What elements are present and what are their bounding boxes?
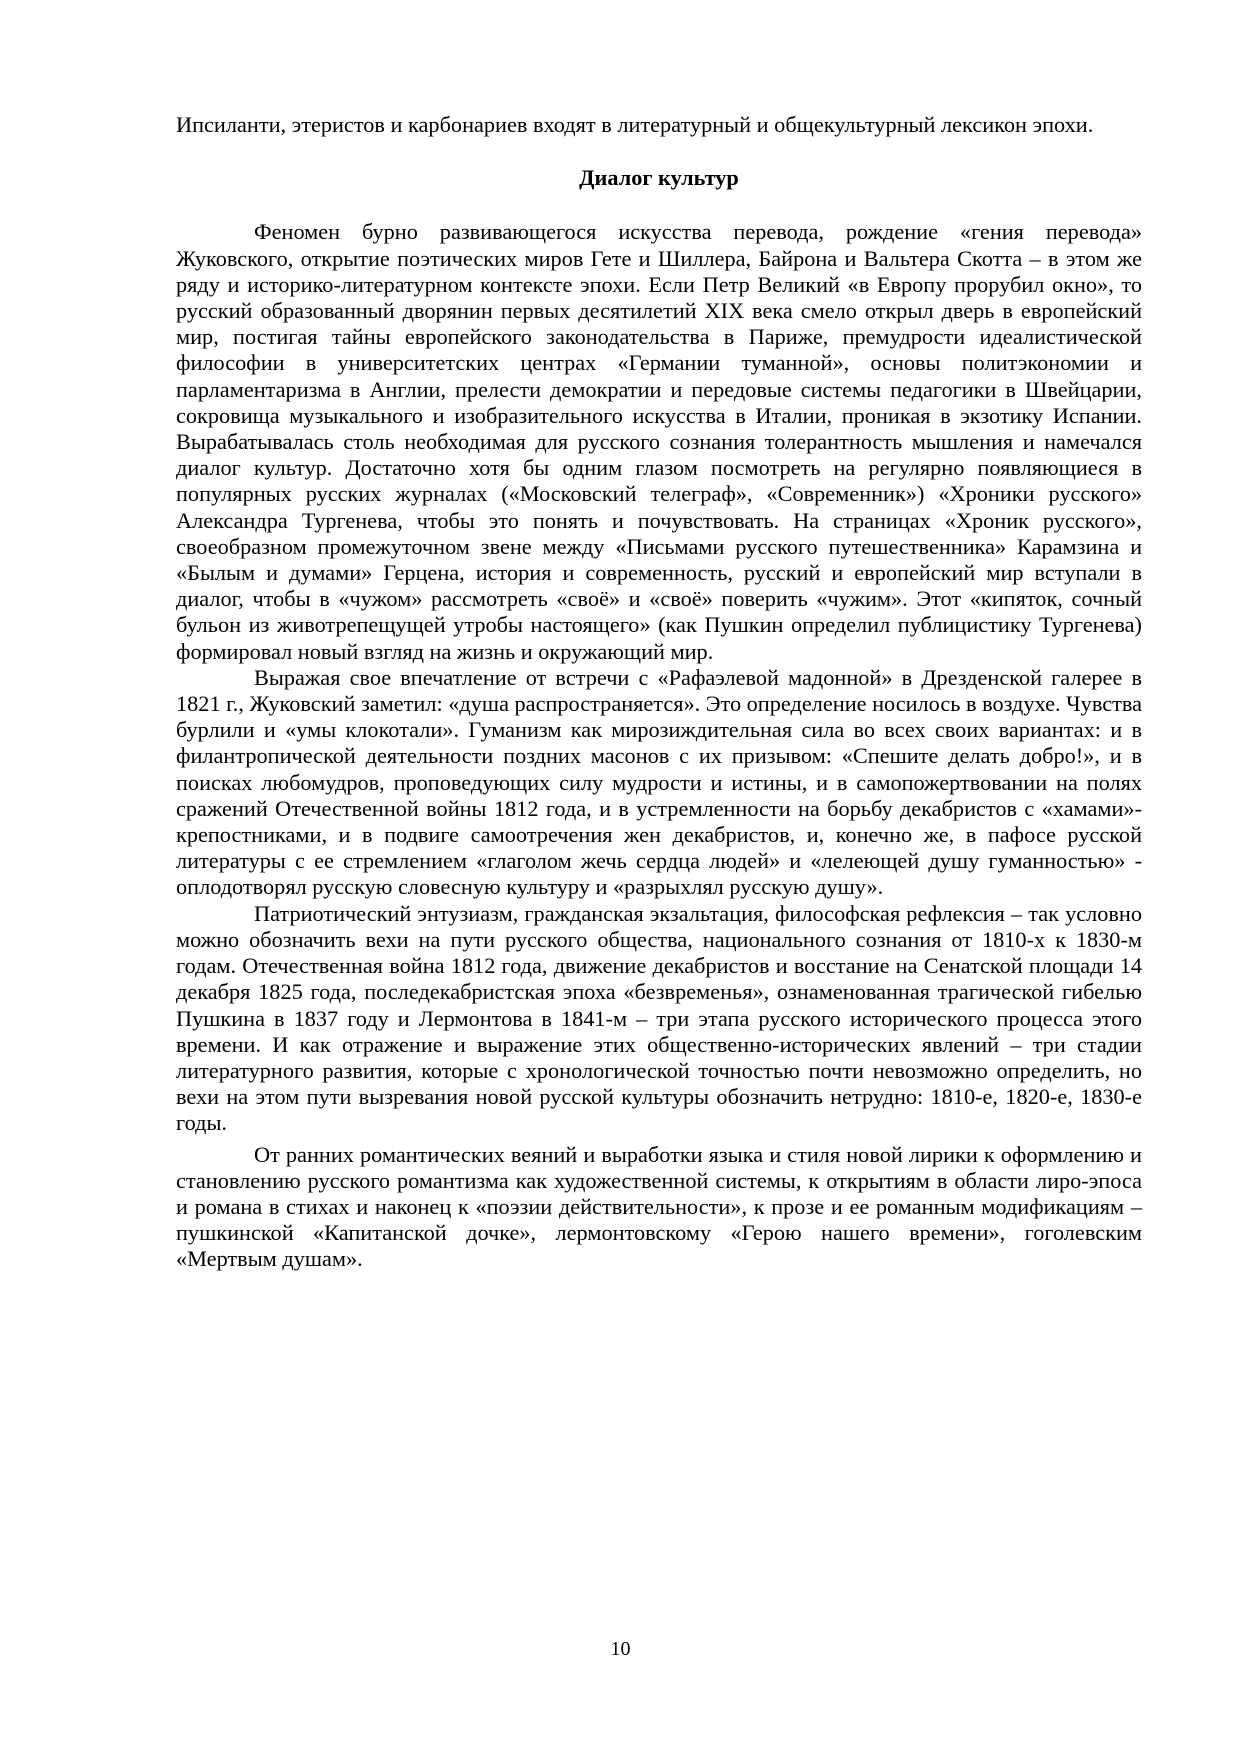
page-number: 10	[610, 1638, 631, 1660]
intro-paragraph: Ипсиланти, этеристов и карбонариев входят в литературный и общекультурный лексикон эпохи.	[176, 112, 1094, 137]
paragraph-3: Патриотический энтузиазм, гражданская экзальтация, философская рефлексия – так условно можно обозначить вехи на пути русского общества, национального сознания от 1810-х к 1830-м годам. Отечественная война 1812 года, движение декабристов и восстание на Сенатской площади 14 декабря 1825 года, последекабристская эпоха «безвременья», ознаменованная трагической гибелью Пушкина в 1837 году и Лермонтова в 1841-м – три этапа русского исторического процесса этого времени. И как отражение и выражение этих общественно-исторических явлений – три стадии литературного развития, которые с хронологической точностью почти невозможно определить, но вехи на этом пути вызревания новой русской культуры обозначить нетрудно: 1810-е, 1820-е, 1830-е годы.	[176, 900, 1142, 1136]
paragraph-4: От ранних романтических веяний и выработки языка и стиля новой лирики к оформлению и становлению русского романтизма как художественной системы, к открытиям в области лиро-эпоса и романа в стихах и наконец к «поэзии действительности», к прозе и ее романным модификациям – пушкинской «Капитанской дочке», лермонтовскому «Герою нашего времени», гоголевским «Мертвым душам».	[176, 1141, 1142, 1272]
paragraph-1: Феномен бурно развивающегося искусства перевода, рождение «гения перевода» Жуковского, открытие поэтических миров Гете и Шиллера, Байрона и Вальтера Скотта – в этом же ряду и историко-литературном контексте эпохи. Если Петр Великий «в Европу прорубил окно», то русский образованный дворянин первых десятилетий XIX века смело открыл дверь в европейский мир, постигая тайны европейского законодательства в Париже, премудрости идеалистической философии в университетских центрах «Германии туманной», основы политэкономии и парламентаризма в Англии, прелести демократии и передовые системы педагогики в Швейцарии, сокровища музыкального и изобразительного искусства в Италии, проникая в экзотику Испании. Вырабатывалась столь необходимая для русского сознания толерантность мышления и намечался диалог культур. Достаточно хотя бы одним глазом посмотреть на регулярно появляющиеся в популярных русских журналах («Московский телеграф», «Современник») «Хроники русского» Александра Тургенева, чтобы это понять и почувствовать. На страницах «Хроник русского», своеобразном промежуточном звене между «Письмами русского путешественника» Карамзина и «Былым и думами» Герцена, история и современность, русский и европейский мир вступали в диалог, чтобы в «чужом» рассмотреть «своё» и «своё» поверить «чужим». Этот «кипяток, сочный бульон из животрепещущей утробы настоящего» (как Пушкин определил публицистику Тургенева) формировал новый взгляд на жизнь и окружающий мир.	[176, 219, 1142, 664]
section-title: Диалог культур	[579, 165, 739, 191]
paragraph-2: Выражая свое впечатление от встречи с «Рафаэлевой мадонной» в Дрезденской галерее в 1821 г., Жуковский заметил: «душа распространяется». Это определение носилось в воздухе. Чувства бурлили и «умы клокотали». Гуманизм как мирозиждительная сила во всех своих вариантах: и в филантропической деятельности поздних масонов с их призывом: «Спешите делать добро!», и в поисках любомудров, проповедующих силу мудрости и истины, и в самопожертвовании на полях сражений Отечественной войны 1812 года, и в устремленности на борьбу декабристов с «хамами»-крепостниками, и в подвиге самоотречения жен декабристов, и, конечно же, в пафосе русской литературы с ее стремлением «глаголом жечь сердца людей» и «лелеющей душу гуманностью» - оплодотворял русскую словесную культуру и «разрыхлял русскую душу».	[176, 664, 1142, 900]
document-page	[176, 112, 1142, 1273]
